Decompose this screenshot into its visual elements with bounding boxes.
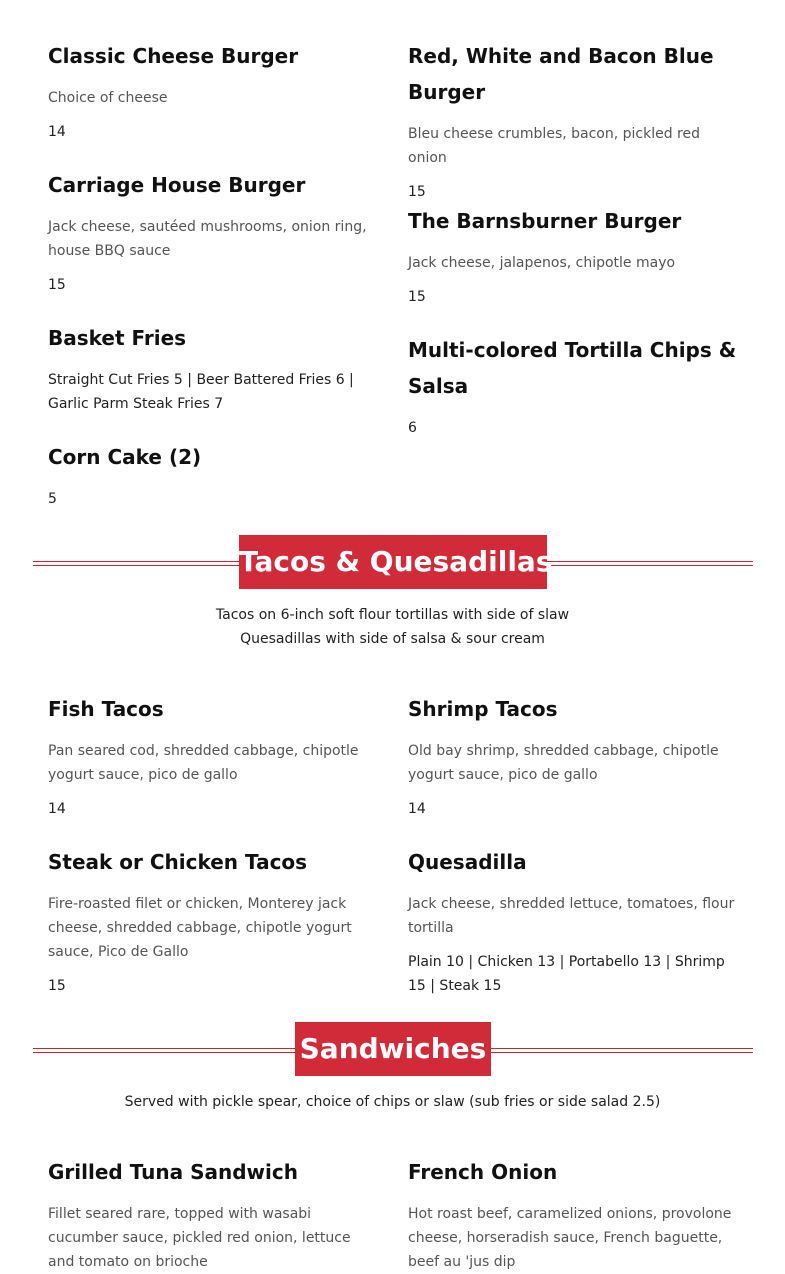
item-description: Fillet seared rare, topped with wasabi cucumber sauce, pickled red onion, lettuce and tomato on brioche — [48, 1206, 351, 1270]
item-options: Straight Cut Fries 5 | Beer Battered Fries 6 | Garlic Parm Steak Fries 7 — [48, 372, 354, 412]
item-options: Plain 10 | Chicken 13 | Portabello 13 | Shrimp 15 | Steak 15 — [408, 954, 725, 994]
item-name: Steak or Chicken Tacos — [48, 850, 308, 874]
section-title: Sandwiches — [295, 1022, 491, 1076]
item-name: Multi-colored Tortilla Chips & Salsa — [408, 338, 737, 398]
item-description: Jack cheese, shredded lettuce, tomatoes, flour tortilla — [408, 896, 735, 936]
item-price: 6 — [408, 420, 417, 436]
menu-item-grilled-tuna-sandwich — [48, 1154, 378, 1274]
item-description: Jack cheese, sautéed mushrooms, onion ring, house BBQ sauce — [48, 219, 367, 259]
section-note: Served with pickle spear, choice of chips or slaw (sub fries or side salad 2.5) — [124, 1094, 661, 1110]
item-name: Red, White and Bacon Blue Burger — [408, 44, 714, 104]
menu-item-french-onion — [408, 1154, 738, 1274]
item-name: Grilled Tuna Sandwich — [48, 1160, 298, 1184]
item-name: Carriage House Burger — [48, 173, 306, 197]
menu-item-steak-chicken-tacos — [48, 844, 378, 998]
item-price: 15 — [408, 289, 426, 305]
section-header-sandwiches — [33, 1022, 753, 1078]
item-description: Pan seared cod, shredded cabbage, chipotle yogurt sauce, pico de gallo — [48, 743, 359, 783]
menu-item-classic-cheese-burger — [48, 38, 378, 144]
menu-item-shrimp-tacos — [408, 691, 738, 821]
item-price: 15 — [408, 184, 426, 200]
item-name: Fish Tacos — [48, 697, 164, 721]
item-description: Fire-roasted filet or chicken, Monterey jack cheese, shredded cabbage, chipotle yogurt sauce, Pico de Gallo — [48, 896, 352, 960]
item-description: Choice of cheese — [48, 90, 168, 106]
section-note: Quesadillas with side of salsa & sour cream — [240, 631, 545, 647]
item-name: Shrimp Tacos — [408, 697, 558, 721]
item-price: 14 — [48, 801, 66, 817]
item-description: Bleu cheese crumbles, bacon, pickled red onion — [408, 126, 701, 166]
item-description: Old bay shrimp, shredded cabbage, chipotle yogurt sauce, pico de gallo — [408, 743, 719, 783]
item-name: Quesadilla — [408, 850, 527, 874]
section-title: Tacos & Quesadillas — [239, 535, 547, 589]
item-description: Hot roast beef, caramelized onions, provolone cheese, horseradish sauce, French baguette, beef au 'jus dip — [408, 1206, 732, 1270]
item-description: Jack cheese, jalapenos, chipotle mayo — [408, 255, 676, 271]
item-price: 14 — [408, 801, 426, 817]
menu-item-quesadilla — [408, 844, 738, 998]
item-name: Corn Cake (2) — [48, 445, 202, 469]
item-price: 15 — [48, 978, 66, 994]
menu-item-basket-fries — [48, 320, 378, 416]
item-name: French Onion — [408, 1160, 558, 1184]
menu-item-corn-cake — [48, 439, 378, 511]
section-header-tacos — [33, 535, 753, 591]
section-note: Tacos on 6-inch soft flour tortillas with side of slaw — [215, 607, 570, 623]
item-name: Basket Fries — [48, 326, 187, 350]
menu-item-red-white-bacon-blue-burger — [408, 38, 738, 204]
item-price: 15 — [48, 277, 66, 293]
item-name: Classic Cheese Burger — [48, 44, 299, 68]
menu-item-carriage-house-burger — [48, 167, 378, 297]
menu-item-tortilla-chips-salsa — [408, 332, 738, 440]
item-name: The Barnsburner Burger — [408, 209, 682, 233]
item-price: 14 — [48, 124, 66, 140]
item-price: 5 — [48, 491, 57, 507]
menu-item-fish-tacos — [48, 691, 378, 821]
menu-item-barnsburner-burger — [408, 203, 738, 309]
